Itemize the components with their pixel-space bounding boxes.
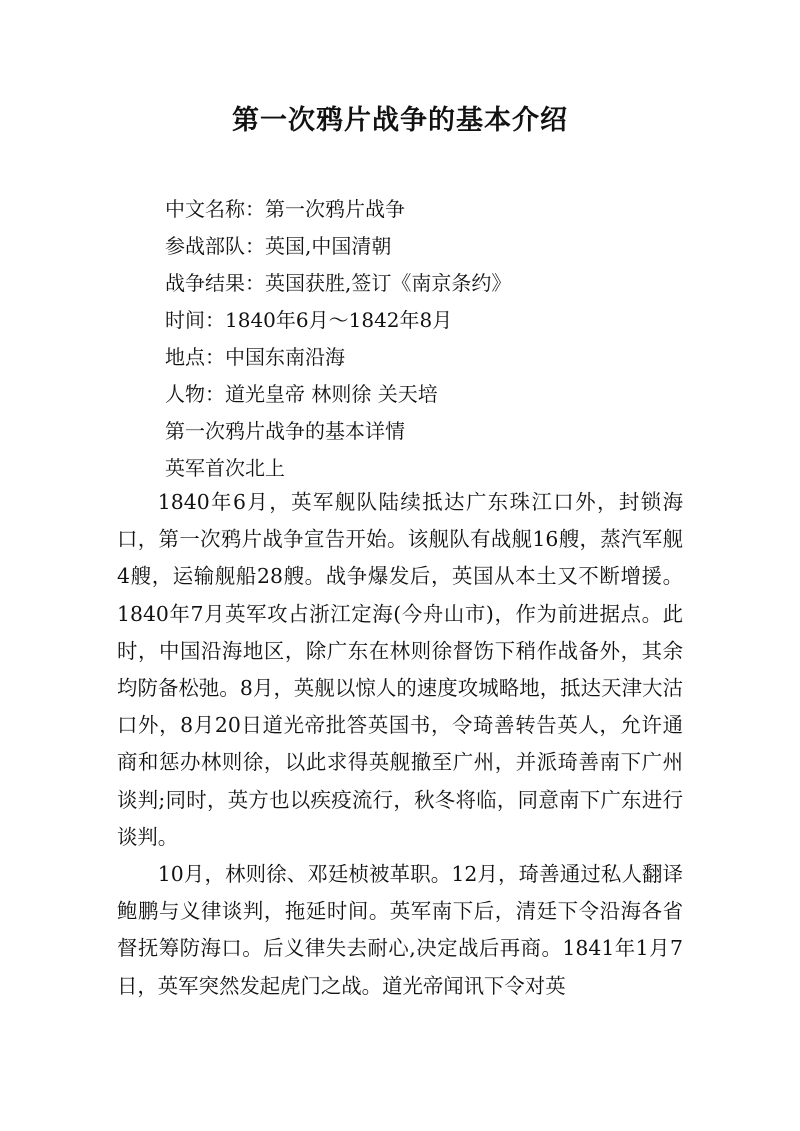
section-heading-details: 第一次鸦片战争的基本详情: [165, 419, 405, 443]
info-line-result: 战争结果：英国获胜,签订《南京条约》: [165, 271, 512, 295]
info-line-location: 地点：中国东南沿海: [165, 345, 345, 369]
document-title: 第一次鸦片战争的基本介绍: [232, 105, 568, 136]
info-line-combatants: 参战部队：英国,中国清朝: [165, 234, 392, 258]
section-heading-first-north: 英军首次北上: [165, 456, 285, 480]
body-paragraph-2: 10月，林则徐、邓廷桢被革职。12月，琦善通过私人翻译鲍鹏与义律谈判，拖延时间。英军南下后，清廷下令沿海各省督抚筹防海口。后义律失去耐心,决定战后再商。1841年1月7日，英军突然发起虎门之战。道光帝闻讯下令对英: [117, 862, 683, 998]
info-line-time: 时间：1840年6月～1842年8月: [165, 308, 453, 332]
body-paragraph-1: 1840年6月，英军舰队陆续抵达广东珠江口外，封锁海口，第一次鸦片战争宣告开始。该舰队有战舰16艘，蒸汽军舰4艘，运输舰船28艘。战争爆发后，英国从本土又不断增援。1840年7月英军攻占浙江定海(今舟山市)，作为前进据点。此时，中国沿海地区，除广东在林则徐督饬下稍作战备外，其余均防备松弛。8月，英舰以惊人的速度攻城略地，抵达天津大沽口外，8月20日道光帝批答英国书，令琦善转告英人，允许通商和惩办林则徐，以此求得英舰撤至广州，并派琦善南下广州谈判;同时，英方也以疾疫流行，秋冬将临，同意南下广东进行谈判。: [117, 490, 683, 849]
info-line-people: 人物：道光皇帝 林则徐 关天培: [165, 382, 438, 406]
info-line-chinese-name: 中文名称：第一次鸦片战争: [165, 197, 405, 221]
